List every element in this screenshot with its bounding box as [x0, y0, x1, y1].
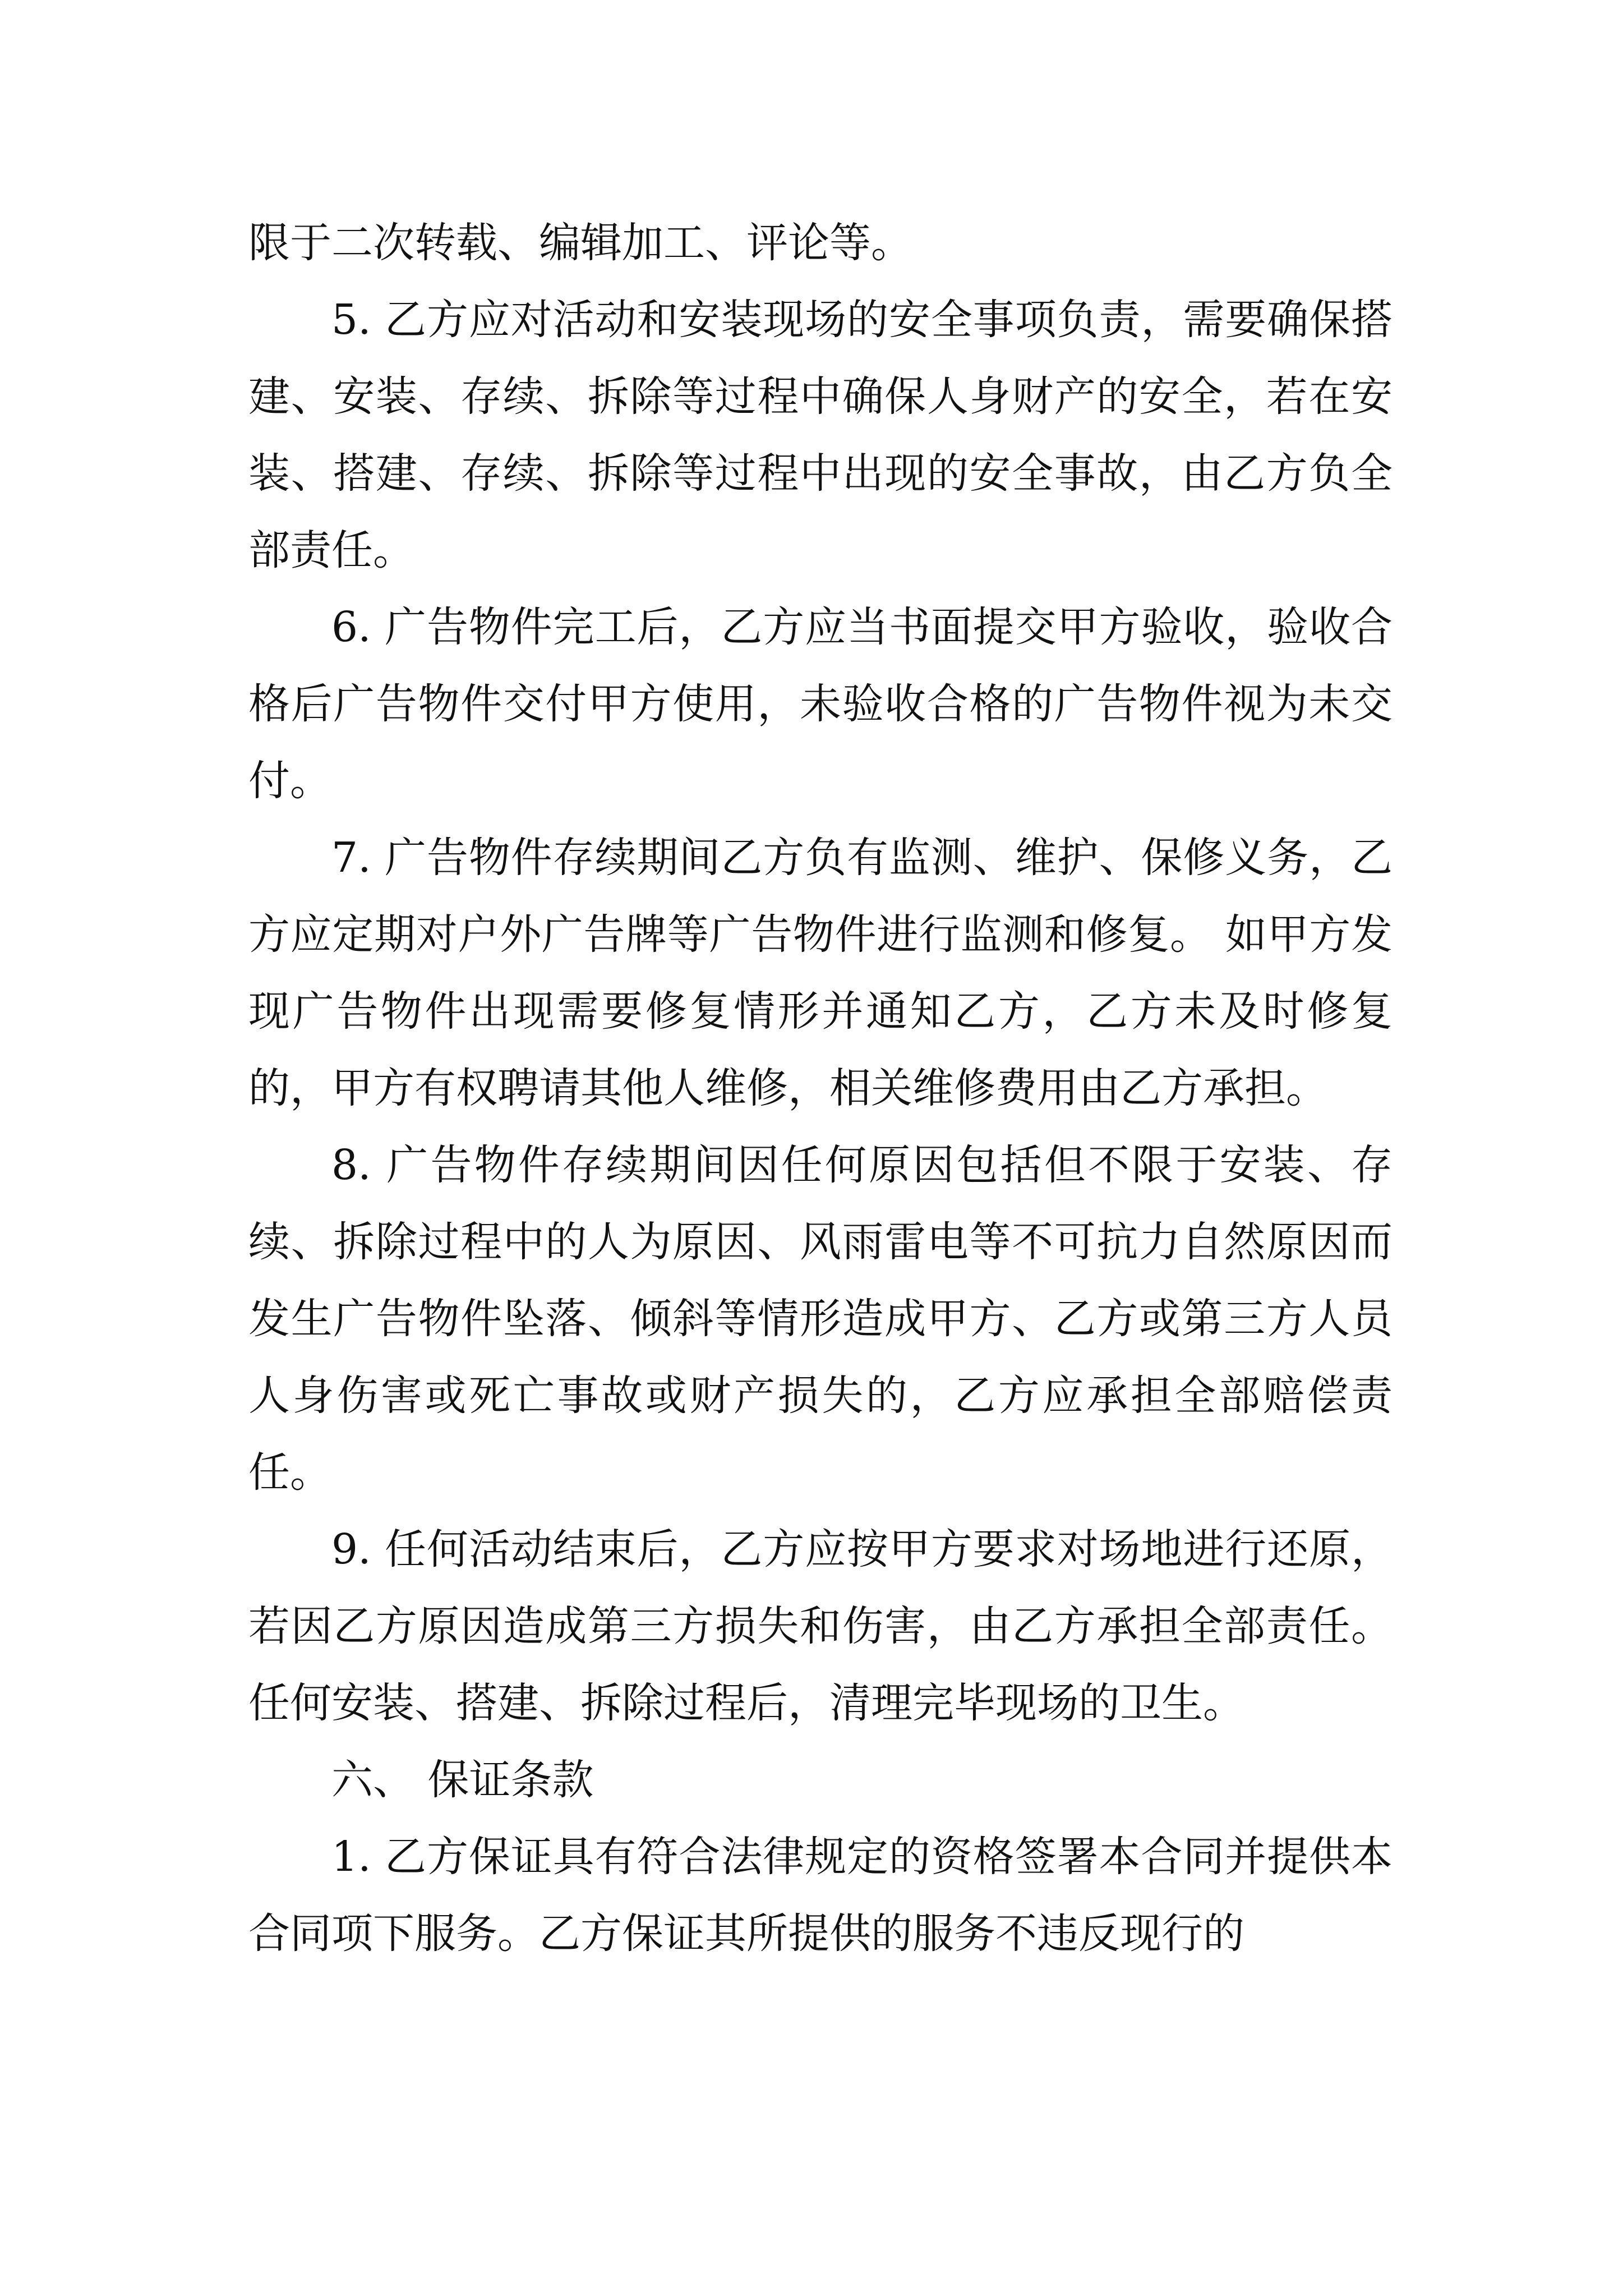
paragraph-continuation: 限于二次转载、编辑加工、评论等。: [248, 219, 912, 267]
paragraph-item-7: 7. 广告物件存续期间乙方负有监测、维护、保修义务，乙方应定期对户外广告牌等广告物件进行监测和修复。 如甲方发现广告物件出现需要修复情形并通知乙方，乙方未及时修复的，甲方有权聘请其他人维修，相关维修费用由乙方承担。: [248, 834, 1393, 1112]
document-body: [248, 205, 1393, 1972]
paragraph-item-6: 6. 广告物件完工后，乙方应当书面提交甲方验收，验收合格后广告物件交付甲方使用，未验收合格的广告物件视为未交付。: [248, 603, 1393, 805]
paragraph-item-9: 9. 任何活动结束后，乙方应按甲方要求对场地进行还原，若因乙方原因造成第三方损失和伤害，由乙方承担全部责任。任何安装、搭建、拆除过程后，清理完毕现场的卫生。: [248, 1525, 1393, 1727]
paragraph-item-5: 5. 乙方应对活动和安装现场的安全事项负责，需要确保搭建、安装、存续、拆除等过程中确保人身财产的安全，若在安装、搭建、存续、拆除等过程中出现的安全事故，由乙方负全部责任。: [248, 296, 1393, 574]
paragraph-guarantee-item-1: 1. 乙方保证具有符合法律规定的资格签署本合同并提供本合同项下服务。乙方保证其所提供的服务不违反现行的: [248, 1833, 1393, 1958]
section-heading-guarantee: 六、 保证条款: [331, 1756, 594, 1804]
paragraph-item-8: 8. 广告物件存续期间因任何原因包括但不限于安装、存续、拆除过程中的人为原因、风雨雷电等不可抗力自然原因而发生广告物件坠落、倾斜等情形造成甲方、乙方或第三方人员人身伤害或死亡事故或财产损失的，乙方应承担全部赔偿责任。: [248, 1141, 1393, 1497]
